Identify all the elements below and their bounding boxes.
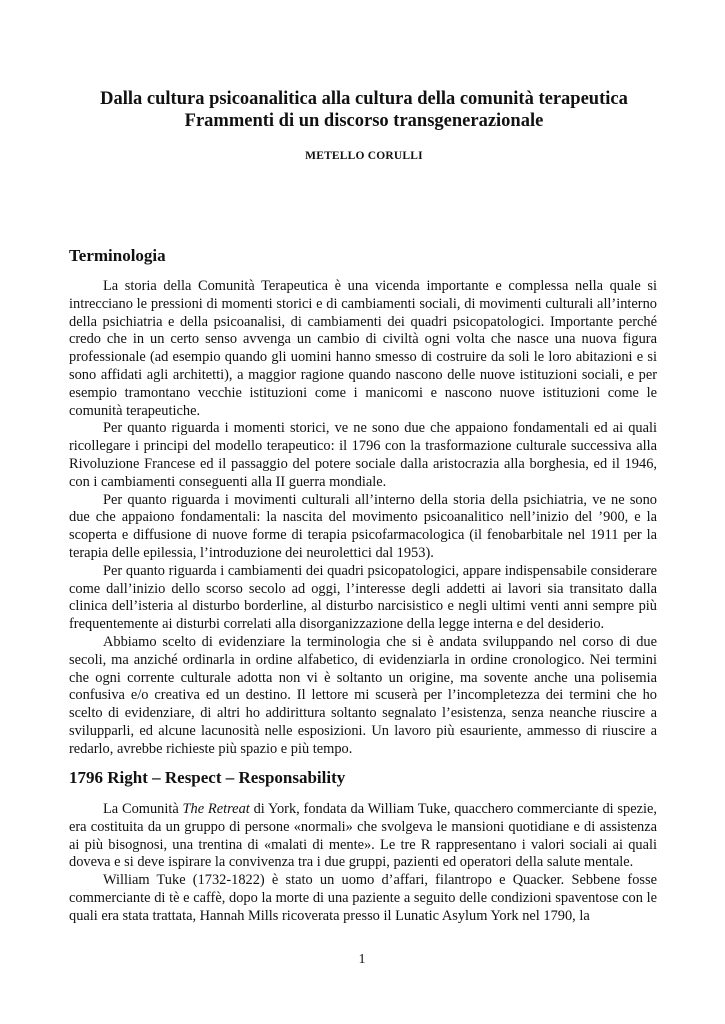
paragraph: Per quanto riguarda i movimenti culturali all’interno della storia della psichiatria, ve ne sono due che appaiono fondamentali: la nascita del movimento psicoanalitico nell’inizio del ’900, e la scoperta e diffusione di nuove forme di terapia psicofarmacologica (il fenobarbitale nel 1911 per la terapia delle epilessia, l’introduzione dei neurolettici dal 1953). xyxy=(69,491,657,561)
paragraph-text: di York, fondata da William Tuke, quacchero commerciante di spezie, era costituita da un gruppo di persone «normali» che svolgeva le mansioni quotidiane e di assistenza ai più bisognosi, una trentina di «malati di mente». Le tre R rappresentano i valori sociali ai quali doveva e si deve ispirare la convivenza tra i due gruppi, pazienti ed operatori della salute mentale. xyxy=(69,801,657,871)
page-number: 1 xyxy=(358,952,366,967)
section-body-terminologia xyxy=(69,278,657,759)
document-title-line-2: Frammenti di un discorso transgenerazionale xyxy=(184,111,544,131)
paragraph: Abbiamo scelto di evidenziare la terminologia che si è andata sviluppando nel corso di due secoli, ma anziché ordinarla in ordine alfabetico, di evidenziarla in ordine cronologico. Nei termini che ogni corrente culturale adotta non vi è soltanto un origine, ma sovente anche una polisemia confusiva e/o creativa ed un destino. Il lettore mi scuserà per l’incompletezza dei termini che ho scelto di evidenziare, di altri ho addirittura soltanto segnalato l’esistenza, senza neanche riuscire a svilupparli, ed alcune lacunosità nelle esposizioni. Un lavoro più esauriente, ammesso di riuscire a redarlo, avrebbe richieste più spazio e più tempo. xyxy=(69,633,657,757)
paragraph: La storia della Comunità Terapeutica è una vicenda importante e complessa nella quale si intrecciano le pressioni di momenti storici e di cambiamenti sociali, di movimenti culturali all’interno della psichiatria e della psicoanalisi, di cambiamenti dei quadri psicopatologici. Importante perché credo che in un certo senso avvenga un cambio di civiltà ogni volta che nasce una nuova figura professionale (ad esempio quando gli uomini hanno smesso di costruire da soli le loro abitazioni e si sono affidati agli architetti), a maggior ragione quando nascono delle nuove istituzioni sociali, e per esempio tramontano vecchie istituzioni come i manicomi e nascono nuove istituzioni come le comunità terapeutiche. xyxy=(69,278,657,419)
paragraph-text: La Comunità xyxy=(103,801,183,817)
section-heading-terminologia: Terminologia xyxy=(69,246,166,265)
paragraph: William Tuke (1732-1822) è stato un uomo d’affari, filantropo e Quacker. Sebbene fosse commerciante di tè e caffè, dopo la morte di una paziente a seguito delle condizioni spaventose con le quali era stata trattata, Hannah Mills ricoverata presso il Lunatic Asylum York nel 1790, la xyxy=(69,872,657,924)
paragraph: Per quanto riguarda i cambiamenti dei quadri psicopatologici, appare indispensabile considerare come dall’inizio dello scorso secolo ad oggi, l’interesse degli addetti ai lavori sia transitato dalla clinica dell’isteria al disturbo borderline, al disturbo narcisistico e negli ultimi venti anni sempre più frequentemente ai disturbi correlati alla disorganizzazione della legge interna e del desiderio. xyxy=(69,562,657,633)
section-heading-1796: 1796 Right – Respect – Responsability xyxy=(69,768,346,787)
paragraph: Per quanto riguarda i momenti storici, ve ne sono due che appaiono fondamentali ed ai quali ricollegare i principi del modello terapeutico: il 1796 con la trasformazione culturale successiva alla Rivoluzione Francese ed il passaggio del potere sociale dalla aristocrazia alla borghesia, ed il 1946, con i cambiamenti conseguenti alla II guerra mondiale. xyxy=(69,420,657,490)
author-name: METELLO CORULLI xyxy=(305,150,423,162)
italic-title: The Retreat xyxy=(182,801,250,817)
document-title-line-1: Dalla cultura psicoanalitica alla cultura della comunità terapeutica xyxy=(100,89,628,109)
section-body-1796 xyxy=(69,801,657,926)
paragraph xyxy=(69,801,657,872)
